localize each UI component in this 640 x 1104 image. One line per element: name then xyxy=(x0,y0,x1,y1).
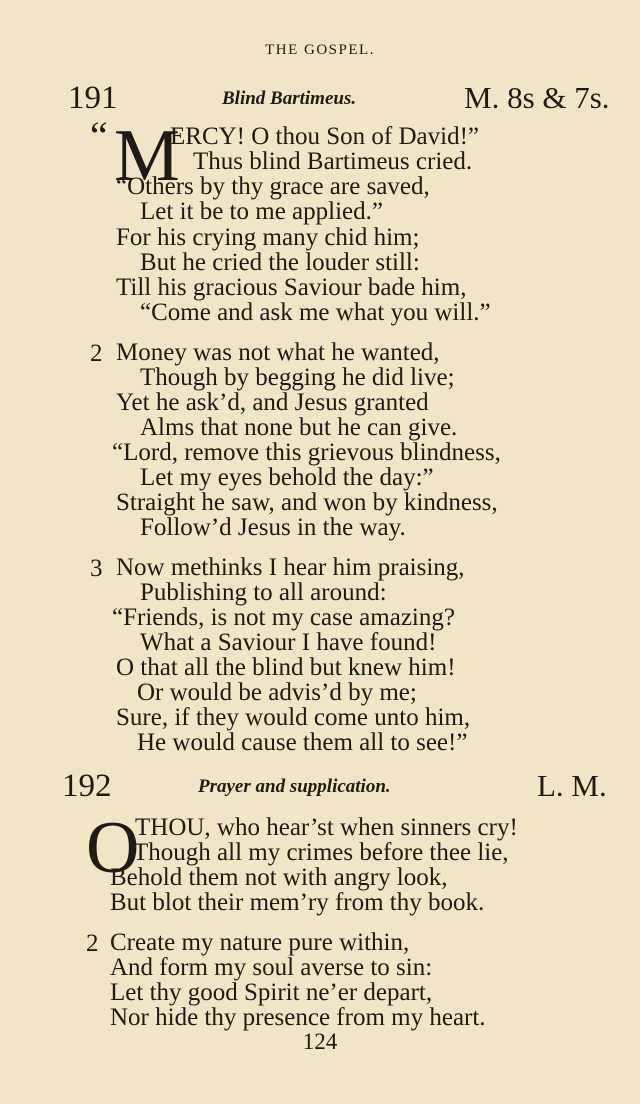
verse-line: He would cause them all to see!” xyxy=(137,729,468,756)
verse-line: But blot their mem’ry from thy book. xyxy=(110,889,485,916)
stanza-number: 2 xyxy=(90,340,103,367)
drop-cap: O xyxy=(86,807,140,889)
verse-line: For his crying many chid him; xyxy=(116,224,420,251)
hymn-title: Prayer and supplication. xyxy=(198,776,391,797)
verse-line: Sure, if they would come unto him, xyxy=(116,704,471,731)
verse-line: “Lord, remove this grievous blindness, xyxy=(112,439,501,466)
verse-line: THOU, who hear’st when sinners cry! xyxy=(135,814,518,841)
verse-line: “Come and ask me what you will.” xyxy=(140,299,491,326)
verse-line: Or would be advis’d by me; xyxy=(137,679,417,706)
stanza-number: 2 xyxy=(86,930,99,957)
hymn-number: 191 xyxy=(68,80,118,116)
page-number: 124 xyxy=(302,1029,338,1054)
verse-line: Alms that none but he can give. xyxy=(140,414,458,441)
verse-line: O that all the blind but knew him! xyxy=(116,654,456,681)
open-quote: “ xyxy=(90,113,108,158)
verse-line: But he cried the louder still: xyxy=(140,249,420,276)
verse-line: “Others by thy grace are saved, xyxy=(116,173,430,200)
verse-line: Though by begging he did live; xyxy=(140,364,455,391)
verse-line: Publishing to all around: xyxy=(140,579,387,606)
verse-line: And form my soul averse to sin: xyxy=(110,954,433,981)
hymn-title: Blind Bartimeus. xyxy=(222,88,357,109)
verse-line: ERCY! O thou Son of David!” xyxy=(170,123,479,150)
verse-line: Nor hide thy presence from my heart. xyxy=(110,1004,486,1031)
verse-line: Though all my crimes before thee lie, xyxy=(133,839,509,866)
hymn-meter: M. 8s & 7s. xyxy=(464,80,610,115)
verse-line: Straight he saw, and won by kindness, xyxy=(116,489,498,516)
verse-line: Behold them not with angry look, xyxy=(110,864,448,891)
verse-line: Let thy good Spirit ne’er depart, xyxy=(110,979,433,1006)
verse-line: Now methinks I hear him praising, xyxy=(116,554,465,581)
verse-line: Till his gracious Saviour bade him, xyxy=(116,274,467,301)
verse-line: Follow’d Jesus in the way. xyxy=(140,514,406,541)
verse-line: Let it be to me applied.” xyxy=(140,198,383,225)
drop-cap: M xyxy=(114,115,180,197)
verse-line: Create my nature pure within, xyxy=(110,929,410,956)
running-header: THE GOSPEL. xyxy=(265,42,375,58)
verse-line: Money was not what he wanted, xyxy=(116,339,440,366)
stanza-number: 3 xyxy=(90,555,103,582)
verse-line: Thus blind Bartimeus cried. xyxy=(193,148,473,175)
verse-line: What a Saviour I have found! xyxy=(140,629,437,656)
hymn-number: 192 xyxy=(62,768,112,804)
verse-line: Let my eyes behold the day:” xyxy=(140,464,434,491)
verse-line: Yet he ask’d, and Jesus granted xyxy=(116,389,429,416)
hymn-meter: L. M. xyxy=(537,768,607,803)
verse-line: “Friends, is not my case amazing? xyxy=(112,604,455,631)
